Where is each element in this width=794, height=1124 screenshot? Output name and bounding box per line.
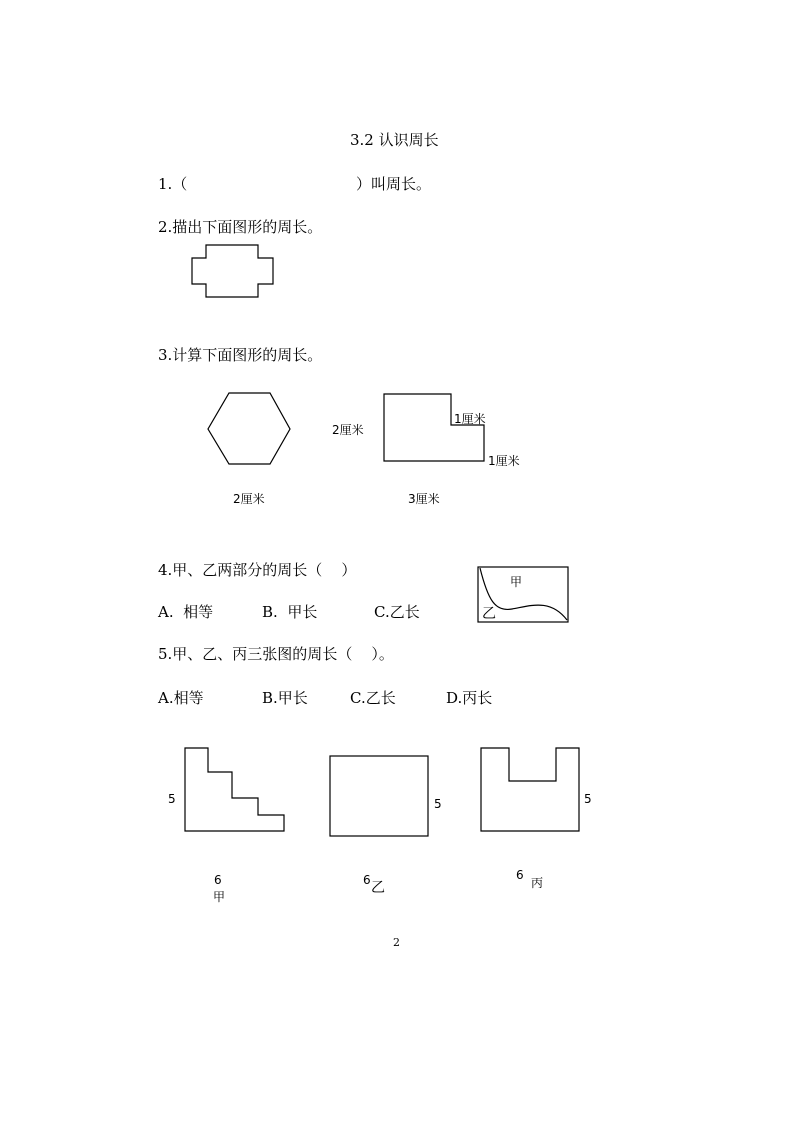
q5-option-d: D.丙长 [446,689,493,707]
q5-text: 5.甲、乙、丙三张图的周长（ ）。 [158,645,394,663]
q4-text: 4.甲、乙两部分的周长（ ） [158,561,357,579]
figure-yi-height: 5 [434,797,442,811]
q5-option-a: A.相等 [158,689,204,707]
figure-bing-width: 6 [516,868,524,882]
page-title: 3.2 认识周长 [350,131,439,149]
q1-number: 1.（ [158,175,188,193]
hexagon-side-label: 2厘米 [233,492,265,506]
l-shape-notch-top-label: 1厘米 [454,412,486,426]
l-shape-left-label: 2厘米 [332,423,364,437]
l-shape-bottom-label: 3厘米 [408,492,440,506]
figure-yi-width: 6 [363,873,371,887]
q4-region-yi: 乙 [482,606,496,622]
q1-text: ）叫周长。 [356,175,432,193]
page-number: 2 [393,936,400,949]
figure-jia-name: 甲 [213,890,226,904]
figure-bing-height: 5 [584,792,592,806]
q3-text: 3.计算下面图形的周长。 [158,346,323,364]
figure-jia-height: 5 [168,792,176,806]
q4-option-a: A. 相等 [158,603,214,621]
q4-option-b: B. 甲长 [262,603,318,621]
q4-option-c: C.乙长 [374,603,420,621]
figure-yi-name: 乙 [371,880,385,896]
l-shape-notch-side-label: 1厘米 [488,454,520,468]
q2-text: 2.描出下面图形的周长。 [158,218,323,236]
q4-region-jia: 甲 [510,575,523,589]
q5-option-b: B.甲长 [262,689,308,707]
q5-option-c: C.乙长 [350,689,396,707]
figure-jia-width: 6 [214,873,222,887]
figure-bing-name: 丙 [531,876,544,890]
